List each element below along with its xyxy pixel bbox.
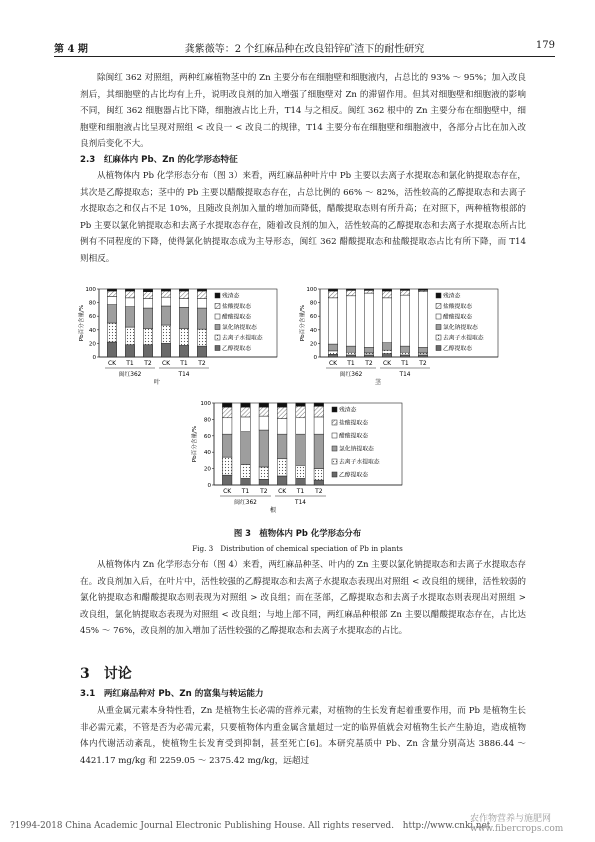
- bar-segment: [143, 328, 152, 344]
- bar-segment: [346, 346, 355, 352]
- legend-swatch: [436, 335, 441, 340]
- bar-segment: [418, 353, 427, 355]
- y-tick-label: 40: [203, 450, 211, 457]
- bar-segment: [418, 355, 427, 357]
- x-tick-label: CK: [382, 360, 392, 367]
- panel-label: 茎: [374, 379, 382, 386]
- y-axis-label: Pb百分含量/%: [192, 425, 198, 463]
- y-tick-label: 100: [200, 401, 211, 407]
- bar-segment: [314, 434, 324, 468]
- bar-segment: [296, 434, 306, 465]
- chart-stem-pb: [296, 283, 506, 391]
- bar-segment: [107, 305, 116, 323]
- bar-segment: [328, 298, 337, 344]
- bar-segment: [179, 345, 188, 357]
- bar-segment: [107, 291, 116, 296]
- bar-segment: [179, 291, 188, 298]
- legend-label: 氯化钠提取态: [443, 325, 478, 332]
- bar-segment: [314, 417, 324, 434]
- copyright-line: ?1994-2018 China Academic Journal Electronic Publishing House. All rights reserved. http://www.cnki.net: [10, 821, 491, 831]
- legend-swatch: [436, 325, 441, 330]
- figure-caption-cn: 图 3 植物体内 Pb 化学形态分布: [233, 528, 362, 538]
- bar-segment: [296, 418, 306, 434]
- bar-segment: [346, 352, 355, 355]
- paragraph-zn-speciation: 从植物体内 Zn 化学形态分布（图 4）来看，两红麻品种茎、叶内的 Zn 主要以氯化钠提取态和去离子水提取态存在。改良剂加入后，在叶片中，活性较强的乙醇提取态和去离子水提取态表现出对照组 < 改良组的规律，活性较弱的氯化钠提取态和醋酸提取态则表现为对照组 > 改良组；而在茎部，乙醇提取态和去离子水提取态则表现出对照组 > 改良组，氯化钠提取态表现为对照组 < 改良组；与地上部不同，两红麻品种根部 Zn 主要以醋酸提取态存在，占比达 45% ～ 76%，改良剂的加入增加了活性较强的乙醇提取态和去离子水提取态的占比。: [80, 560, 526, 637]
- paragraph-pb-speciation: 从植物体内 Pb 化学形态分布（图 3）来看，两红麻品种叶片中 Pb 主要以去离子水提取态和氯化钠提取态存在，其次是乙醇提取态；茎中的 Pb 主要以醋酸提取态存在，占总比例的 66% ～ 82%，活性较高的乙醇提取态和去离子水提取态之和仅占不足 10%，且随改良剂加入量的增加而降低，醋酸提取态则有所升高；在对照下，两种植物根部的 Pb 主要以氯化钠提取态和去离子水提取态存在，随着改良剂的加入，活性较高的乙醇提取态和去离子水提取态所占比例有不同程度的下降，使得氯化钠提取态成为主导形态，闽红 362 醋酸提取态和盐酸提取态占比有所下降，而 T14 则相反。: [80, 171, 526, 264]
- bar-segment: [277, 419, 287, 435]
- panel-label: 叶: [153, 379, 161, 386]
- group-label: T14: [295, 500, 306, 506]
- bar-segment: [241, 407, 251, 417]
- y-tick-label: 60: [309, 314, 317, 321]
- bar-segment: [107, 323, 116, 342]
- bar-segment: [241, 417, 251, 432]
- bar-segment: [197, 308, 206, 329]
- bar-segment: [346, 355, 355, 357]
- y-tick-label: 60: [203, 433, 211, 440]
- bar-segment: [400, 295, 409, 346]
- bar-segment: [314, 469, 324, 480]
- bar-segment: [314, 480, 324, 485]
- legend-label: 去离子水提取态: [339, 459, 380, 466]
- legend-label: 乙醇提取态: [443, 346, 472, 353]
- x-tick-label: T1: [347, 360, 355, 367]
- legend-label: 乙醇提取态: [339, 472, 368, 479]
- y-tick-label: 100: [306, 287, 317, 293]
- bar-segment: [222, 407, 232, 418]
- x-tick-label: CK: [328, 360, 338, 367]
- bar-segment: [161, 343, 170, 357]
- bar-segment: [125, 345, 134, 357]
- bar-segment: [364, 290, 373, 293]
- legend-label: 残渣态: [443, 293, 461, 300]
- chart-leaf-pb: [75, 283, 285, 391]
- bar-segment: [107, 296, 116, 304]
- bar-segment: [241, 403, 251, 407]
- legend-swatch: [332, 420, 337, 425]
- bar-segment: [328, 291, 337, 298]
- section-3-heading: 3 讨论: [80, 666, 132, 682]
- y-tick-label: 100: [85, 287, 96, 293]
- bar-segment: [179, 307, 188, 328]
- bar-segment: [143, 292, 152, 299]
- bar-segment: [400, 355, 409, 357]
- x-tick-label: CK: [223, 488, 232, 495]
- x-tick-label: T1: [241, 488, 250, 495]
- bar-segment: [382, 354, 391, 357]
- paragraph-zn-subcellular: 除闽红 362 对照组，两种红麻植物茎中的 Zn 主要分布在细胞壁和细胞液内，占总比的 93% ～ 95%；加入改良剂后，其细胞壁的占比均有上升，说明改良剂的加入增强了细胞壁对 Zn 的滞留作用。但其对细胞壁和细胞液的影响不同，闽红 362 细胞器占比下降，细胞液占比上升，T14 与之相反。闽红 362 根中的 Zn 主要分布在细胞壁中，细胞壁和细胞液占比呈现对照组 < 改良一 < 改良二的规律，T14 主要分布在细胞壁和细胞液中，各部分占比在加入改良剂后变化不大。: [80, 73, 527, 150]
- bar-segment: [328, 354, 337, 357]
- y-tick-label: 40: [88, 327, 96, 334]
- page-number: 179: [535, 40, 555, 51]
- bar-segment: [179, 299, 188, 308]
- x-tick-label: T1: [401, 360, 409, 367]
- group-label: 闽红362: [339, 372, 363, 378]
- bar-segment: [125, 289, 134, 291]
- bar-segment: [328, 344, 337, 351]
- issue-number: 第 4 期: [54, 44, 88, 55]
- x-tick-label: CK: [161, 360, 171, 367]
- legend-swatch: [332, 433, 337, 438]
- bar-segment: [328, 289, 337, 291]
- bar-segment: [400, 289, 409, 290]
- bar-segment: [277, 476, 287, 485]
- section-3-1-heading: 3.1 两红麻品种对 Pb、Zn 的富集与转运能力: [80, 689, 264, 699]
- bar-segment: [197, 329, 206, 346]
- bar-segment: [259, 479, 269, 485]
- bar-segment: [222, 418, 232, 434]
- legend-label: 盐酸提取态: [222, 304, 251, 311]
- bar-segment: [197, 346, 206, 357]
- bar-segment: [161, 291, 170, 297]
- y-tick-label: 80: [309, 300, 317, 307]
- x-tick-label: CK: [107, 360, 117, 367]
- bar-segment: [296, 406, 306, 417]
- bar-segment: [143, 299, 152, 309]
- bar-segment: [314, 403, 324, 406]
- running-header: [54, 40, 555, 57]
- bar-segment: [400, 346, 409, 352]
- y-tick-label: 20: [203, 466, 211, 473]
- legend-swatch: [215, 325, 220, 330]
- page-footer: [0, 814, 595, 834]
- legend-label: 盐酸提取态: [443, 304, 472, 311]
- legend-swatch: [215, 314, 220, 319]
- legend-label: 氯化钠提取态: [222, 325, 257, 332]
- bar-segment: [197, 291, 206, 298]
- bar-segment: [259, 403, 269, 407]
- bar-segment: [125, 291, 134, 298]
- bar-segment: [161, 297, 170, 306]
- group-label: 闽红362: [118, 372, 142, 378]
- legend-swatch: [436, 346, 441, 351]
- bar-segment: [382, 350, 391, 353]
- legend-swatch: [332, 407, 337, 412]
- bar-segment: [277, 407, 287, 418]
- bar-segment: [241, 465, 251, 479]
- x-tick-label: T2: [144, 360, 152, 367]
- legend-swatch: [215, 335, 220, 340]
- bar-segment: [125, 298, 134, 307]
- bar-segment: [382, 289, 391, 291]
- legend-label: 乙醇提取态: [222, 346, 251, 353]
- bar-segment: [161, 325, 170, 343]
- running-title: 龚紫薇等：2 个红麻品种在改良铅锌矿渣下的耐性研究: [184, 44, 425, 55]
- paragraph-discussion: 从重金属元素本身特性看，Zn 是植物生长必需的营养元素，对植物的生长发育起着重要作用，而 Pb 是植物生长非必需元素，不管是否为必需元素，只要植物体内重金属含量超过一定的临界值就会对植物生长产生胁迫，造成植物体内代谢活动紊乱，使植物生长发育受到抑制，甚至死亡[6]。本研究基质中 Pb、Zn 含量分别高达 3886.44 ～ 4421.17 mg/kg 和 2259.05 ～ 2375.42 mg/kg，远超过: [80, 706, 526, 766]
- y-tick-label: 20: [88, 341, 96, 348]
- bar-segment: [259, 430, 269, 467]
- x-tick-label: T2: [419, 360, 427, 367]
- y-tick-label: 0: [207, 483, 211, 489]
- bar-segment: [364, 353, 373, 355]
- bar-segment: [364, 289, 373, 290]
- legend-swatch: [436, 304, 441, 309]
- bar-segment: [259, 467, 269, 479]
- y-tick-label: 60: [88, 314, 96, 321]
- x-tick-label: T2: [260, 488, 268, 495]
- legend-swatch: [215, 346, 220, 351]
- bar-segment: [222, 475, 232, 485]
- x-tick-label: T2: [315, 488, 323, 495]
- legend-label: 去离子水提取态: [443, 335, 484, 342]
- x-tick-label: T1: [180, 360, 188, 367]
- bar-segment: [418, 347, 427, 352]
- y-axis-label: Pb百分含量/%: [300, 304, 306, 342]
- y-tick-label: 80: [203, 417, 211, 424]
- bar-segment: [277, 403, 287, 407]
- bar-segment: [222, 403, 232, 407]
- group-label: T14: [178, 372, 190, 378]
- legend-swatch: [332, 446, 337, 451]
- watermark-text: 农作物营养与施肥网 www.fibercrops.com: [470, 814, 564, 834]
- bar-segment: [418, 292, 427, 348]
- bar-segment: [382, 298, 391, 343]
- bar-segment: [161, 289, 170, 291]
- bar-segment: [418, 289, 427, 290]
- bar-segment: [179, 289, 188, 291]
- y-tick-label: 0: [313, 355, 317, 361]
- bar-segment: [161, 306, 170, 325]
- bar-segment: [259, 407, 269, 416]
- bar-segment: [296, 465, 306, 478]
- legend-label: 醋酸提取态: [222, 314, 251, 321]
- bar-segment: [222, 457, 232, 475]
- figure-caption-en: Fig. 3 Distribution of chemical speciation of Pb in plants: [192, 544, 403, 553]
- chart-root-pb: [188, 397, 408, 519]
- bar-segment: [382, 291, 391, 298]
- bar-segment: [179, 328, 188, 345]
- legend-swatch: [215, 293, 220, 298]
- legend-label: 残渣态: [339, 407, 357, 414]
- y-tick-label: 0: [92, 355, 96, 361]
- bar-segment: [296, 478, 306, 485]
- legend-label: 去离子水提取态: [222, 335, 263, 342]
- bar-segment: [241, 478, 251, 485]
- bar-segment: [197, 299, 206, 309]
- legend-swatch: [436, 314, 441, 319]
- bar-segment: [277, 434, 287, 459]
- bar-segment: [364, 355, 373, 357]
- legend-swatch: [436, 293, 441, 298]
- bar-segment: [222, 434, 232, 457]
- legend-swatch: [332, 472, 337, 477]
- bar-segment: [400, 290, 409, 295]
- bar-segment: [259, 416, 269, 430]
- bar-segment: [197, 289, 206, 291]
- bar-segment: [277, 459, 287, 476]
- bar-segment: [241, 432, 251, 465]
- x-tick-label: T1: [126, 360, 134, 367]
- bar-segment: [143, 308, 152, 328]
- group-label: 闽红362: [234, 500, 257, 506]
- legend-swatch: [215, 304, 220, 309]
- bar-segment: [314, 406, 324, 417]
- x-tick-label: CK: [278, 488, 287, 495]
- bar-segment: [296, 403, 306, 406]
- bar-segment: [125, 327, 134, 345]
- legend-label: 盐酸提取态: [339, 420, 368, 427]
- bar-segment: [328, 351, 337, 354]
- bar-segment: [382, 343, 391, 350]
- legend-label: 氯化钠提取态: [339, 446, 374, 453]
- y-tick-label: 20: [309, 341, 317, 348]
- legend-swatch: [332, 459, 337, 464]
- legend-label: 醋酸提取态: [339, 433, 368, 440]
- bar-segment: [125, 307, 134, 327]
- legend-label: 残渣态: [222, 293, 240, 300]
- y-tick-label: 80: [88, 300, 96, 307]
- section-2-3-heading: 2.3 红麻体内 Pb、Zn 的化学形态特征: [80, 155, 238, 165]
- bar-segment: [346, 296, 355, 346]
- panel-label: 根: [269, 507, 277, 514]
- legend-label: 醋酸提取态: [443, 314, 472, 321]
- bar-segment: [364, 293, 373, 347]
- x-tick-label: T2: [365, 360, 373, 367]
- x-tick-label: T2: [198, 360, 206, 367]
- y-axis-label: Pb百分含量/%: [79, 304, 85, 342]
- bar-segment: [107, 342, 116, 357]
- bar-segment: [346, 290, 355, 295]
- bar-segment: [143, 289, 152, 292]
- group-label: T14: [399, 372, 411, 378]
- bar-segment: [400, 352, 409, 355]
- bar-segment: [346, 289, 355, 290]
- bar-segment: [143, 345, 152, 357]
- x-tick-label: T1: [296, 488, 305, 495]
- bar-segment: [107, 289, 116, 291]
- y-tick-label: 40: [309, 327, 317, 334]
- bar-segment: [364, 347, 373, 352]
